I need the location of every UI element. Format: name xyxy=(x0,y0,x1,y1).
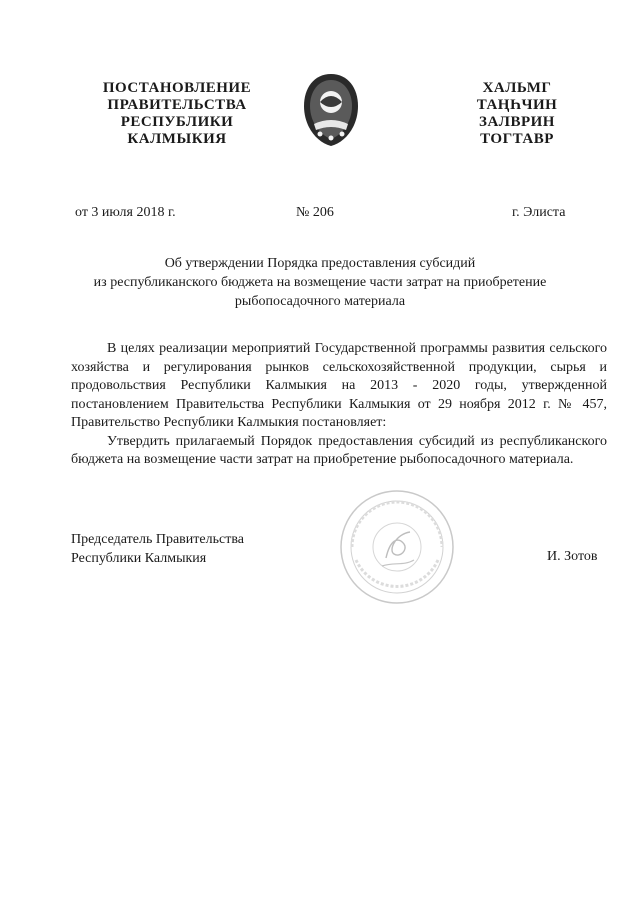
signer-position-line: Республики Калмыкия xyxy=(71,550,207,566)
document-title xyxy=(70,254,570,311)
document-city: г. Элиста xyxy=(512,205,566,220)
document-number: № 206 xyxy=(296,205,334,220)
header-line: ПРАВИТЕЛЬСТВА xyxy=(107,97,247,113)
header-line: ХАЛЬМГ xyxy=(482,80,552,96)
header-line: ТОГТАВР xyxy=(480,131,554,147)
signer-name: И. Зотов xyxy=(547,549,598,564)
document-body xyxy=(71,340,607,470)
document-date: от 3 июля 2018 г. xyxy=(75,205,176,220)
body-paragraph: Утвердить прилагаемый Порядок предоставления субсидий из республиканского бюджета на возмещение части затрат на приобретение рыбопосадочного материала. xyxy=(71,433,607,467)
header-kalmyk-title xyxy=(462,80,572,148)
header-line: РЕСПУБЛИКИ xyxy=(120,114,234,130)
title-line: из республиканского бюджета на возмещение части затрат на приобретение xyxy=(93,275,547,290)
header-line: ЗАЛВРИН xyxy=(479,114,555,130)
title-line: рыбопосадочного материала xyxy=(234,294,406,309)
official-seal-icon xyxy=(338,488,456,606)
body-paragraph: В целях реализации мероприятий Государственной программы развития сельского хозяйства и регулирования рынков сельскохозяйственной продукции, сырья и продовольствия Республики Калмыкия на 2013 - 2020 годы, утвержденной постановлением Правительства Республики Калмыкия от 29 ноября 2012 г. № 457, Правительство Республики Калмыкия постановляет: xyxy=(71,341,607,430)
signer-position xyxy=(71,531,244,568)
signer-position-line: Председатель Правительства xyxy=(71,532,244,547)
header-russian-title xyxy=(92,80,262,148)
header-line: ПОСТАНОВЛЕНИЕ xyxy=(102,80,252,96)
title-line: Об утверждении Порядка предоставления субсидий xyxy=(164,256,476,271)
header-line: ТАҢҺЧИН xyxy=(476,97,558,113)
kalmykia-emblem-icon xyxy=(300,72,362,148)
header-line: КАЛМЫКИЯ xyxy=(127,131,227,147)
